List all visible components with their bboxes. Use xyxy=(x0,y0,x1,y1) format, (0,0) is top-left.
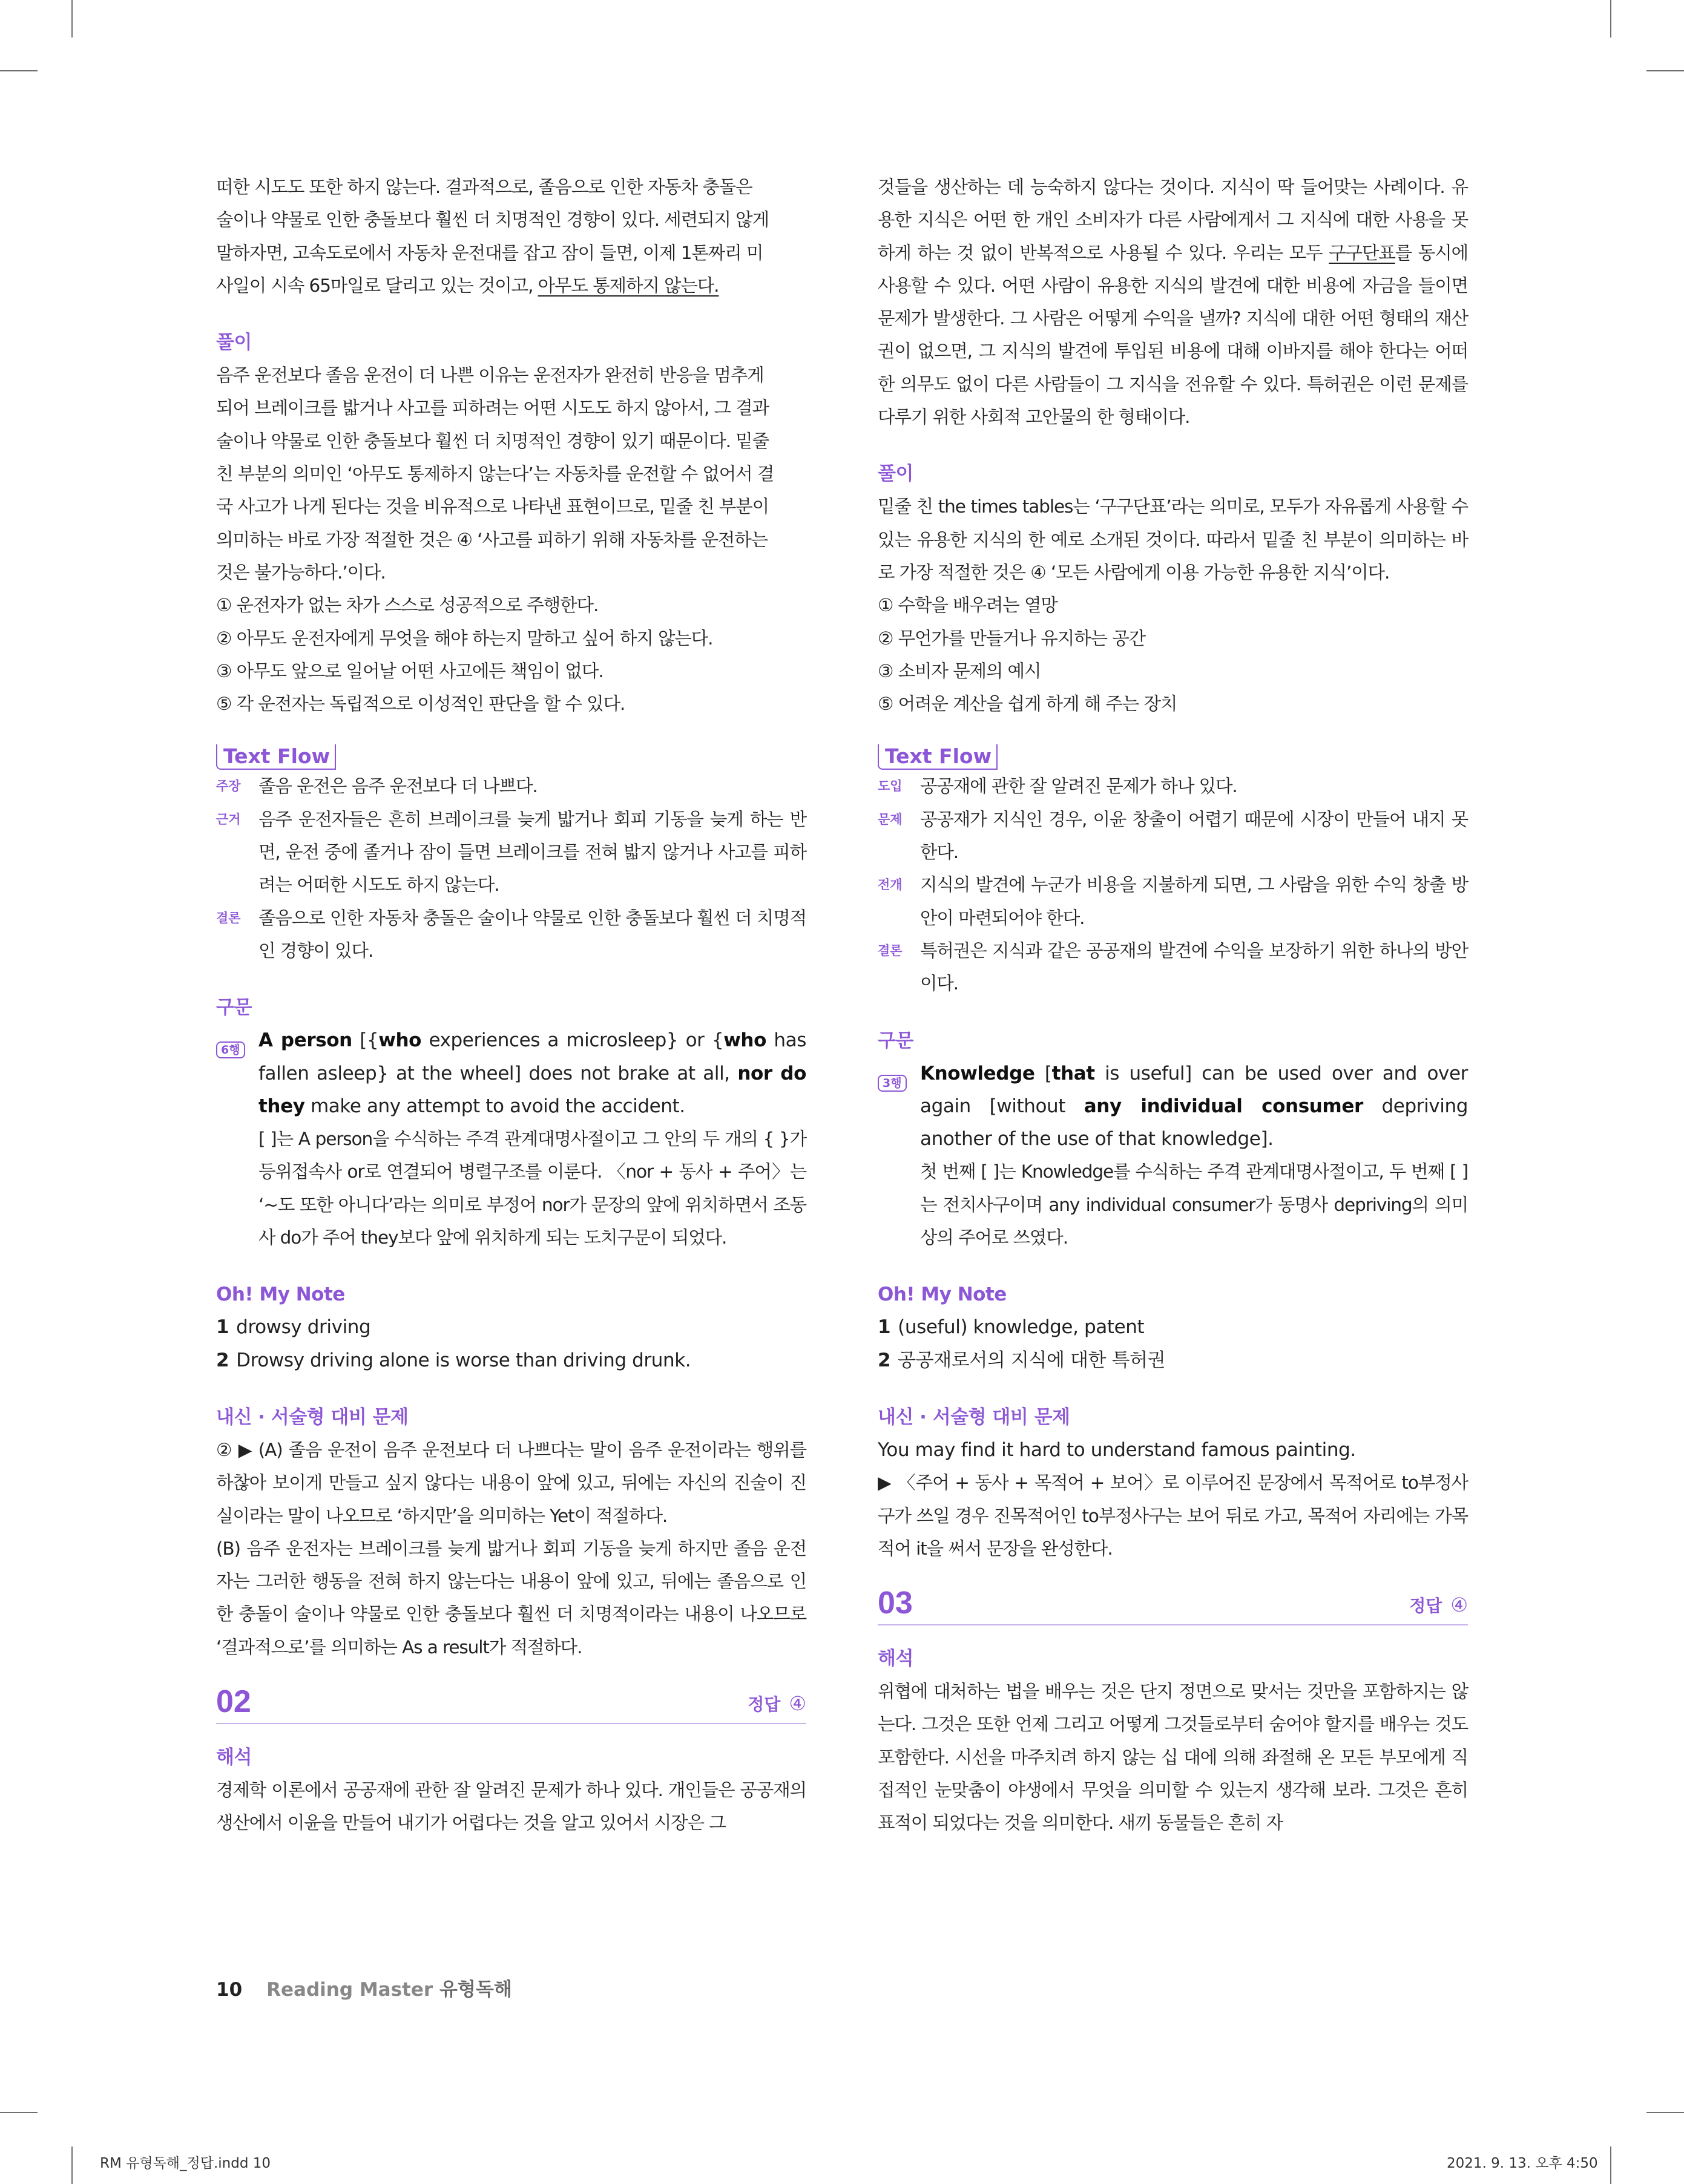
grammar-heading: 구문 xyxy=(878,1029,913,1052)
text-flow-badge: Text Flow xyxy=(878,744,998,770)
text-flow-tag: 결론 xyxy=(216,910,241,925)
question-number: 03 xyxy=(878,1586,913,1621)
note-number: 2 xyxy=(878,1349,891,1371)
note-heading: Oh! My Note xyxy=(878,1284,1007,1306)
text-segment: make any attempt to avoid the accident. xyxy=(304,1095,685,1117)
explanation-heading: 풀이 xyxy=(216,332,252,354)
option-line: ② 아무도 운전자에게 무엇을 해야 하는지 말하고 싶어 하지 않는다. xyxy=(216,628,713,649)
bold-phrase: who xyxy=(378,1029,422,1052)
line-ref-badge: 3행 xyxy=(878,1075,907,1092)
text-line: 술이나 약물로 인한 충돌보다 훨씬 더 치명적인 경향이 있기 때문이다. 밑줄 xyxy=(216,430,769,451)
bold-phrase: who xyxy=(723,1029,766,1052)
text-flow-list xyxy=(878,770,1468,1000)
note-text: drowsy driving xyxy=(236,1316,371,1339)
text-flow-tag: 문제 xyxy=(878,812,903,827)
text-flow-item xyxy=(216,902,806,968)
text-flow-list xyxy=(216,770,806,967)
text-flow-text: 공공재가 지식인 경우, 이윤 창출이 어렵기 때문에 시장이 만들어 내지 못한다. xyxy=(920,808,1468,863)
option-line: ① 운전자가 없는 차가 스스로 성공적으로 주행한다. xyxy=(216,595,599,616)
text-line xyxy=(216,269,806,302)
exam-prep-heading: 내신 · 서술형 대비 문제 xyxy=(878,1406,1070,1428)
text-flow-tag: 근거 xyxy=(216,812,241,827)
text-flow-text: 음주 운전자들은 흔히 브레이크를 늦게 밟거나 회피 기동을 늦게 하는 반면, 운전 중에 졸거나 잠이 들면 브레이크를 전혀 밟지 않거나 사고를 피하려는 어떠한 시도도 하지 않는다. xyxy=(258,808,806,896)
text-line: 술이나 약물로 인한 충돌보다 훨씬 더 치명적인 경향이 있다. 세련되지 않게 xyxy=(216,209,769,231)
option-line: ① 수학을 배우려는 열망 xyxy=(878,595,1057,616)
text-line: 떠한 시도도 또한 하지 않는다. 결과적으로, 졸음으로 인한 자동차 충돌은 xyxy=(216,177,752,197)
exam-prep-text: ▶ 〈주어 + 동사 + 목적어 + 보어〉로 이루어진 문장에서 목적어로 to부정사구가 쓰일 경우 진목적어인 to부정사구는 보어 뒤로 가고, 목적어 자리에는 가목적어 it을 써서 문장을 완성한다. xyxy=(878,1472,1468,1559)
grammar-item xyxy=(878,1057,1468,1254)
text-flow-text: 공공재에 관한 잘 알려진 문제가 하나 있다. xyxy=(920,776,1237,797)
answer-label-text: 정답 xyxy=(1409,1596,1442,1616)
crop-mark xyxy=(0,70,38,71)
print-slug-file: RM 유형독해_정답.indd 10 xyxy=(100,2156,271,2171)
text-segment: 사일이 시속 65마일로 달리고 있는 것이고, xyxy=(216,275,538,296)
book-subtitle: 유형독해 xyxy=(439,1979,512,2001)
book-title xyxy=(266,1979,512,2001)
text-segment: [{ xyxy=(352,1029,379,1052)
text-flow-text: 지식의 발견에 누군가 비용을 지불하게 되면, 그 사람을 위한 수익 창출 방안이 마련되어야 한다. xyxy=(920,874,1468,928)
text-flow-tag: 전개 xyxy=(878,877,903,893)
left-column xyxy=(216,171,806,1840)
crop-mark xyxy=(1646,2112,1684,2113)
text-segment: has fallen asleep} at the wheel] does not brake at all, xyxy=(258,1029,806,1084)
text-flow-text: 특허권은 지식과 같은 공공재의 발견에 수익을 보장하기 위한 하나의 방안이다. xyxy=(920,940,1468,994)
text-line: 국 사고가 나게 된다는 것을 비유적으로 나타낸 표현이므로, 밑줄 친 부분이 xyxy=(216,496,769,517)
option-line: ② 무언가를 만들거나 유지하는 공간 xyxy=(878,628,1146,649)
grammar-explanation: 첫 번째 [ ]는 Knowledge를 수식하는 주격 관계대명사절이고, 두 번째 [ ]는 전치사구이며 any individual consumer가 동명사 depriving의 의미상의 주어로 쓰였다. xyxy=(920,1161,1468,1248)
text-segment: depriving another of the use of that knowledge]. xyxy=(920,1095,1468,1150)
note-text: (useful) knowledge, patent xyxy=(898,1316,1145,1339)
crop-mark xyxy=(1610,0,1611,38)
grammar-explanation: [ ]는 A person을 수식하는 주격 관계대명사절이고 그 안의 두 개의 { }가 등위접속사 or로 연결되어 병렬구조를 이룬다. 〈nor + 동사 + 주어〉는 ‘~도 또한 아니다’라는 의미로 부정어 nor가 문장의 앞에 위치하면서 조동사 do가 주어 they보다 앞에 위치하게 되는 도치구문이 되었다. xyxy=(258,1129,806,1248)
grammar-sentence xyxy=(258,1024,806,1123)
text-line: 되어 브레이크를 밟거나 사고를 피하려는 어떤 시도도 하지 않아서, 그 결과 xyxy=(216,398,769,419)
explanation-heading: 풀이 xyxy=(878,463,913,485)
note-number: 1 xyxy=(216,1316,229,1339)
print-slug-date: 2021. 9. 13. 오후 4:50 xyxy=(1447,2156,1598,2171)
question-number: 02 xyxy=(216,1684,251,1719)
answer-value: ④ xyxy=(1450,1593,1468,1617)
text-line: 친 부분의 의미인 ‘아무도 통제하지 않는다’는 자동차를 운전할 수 없어서 결 xyxy=(216,464,774,485)
right-column xyxy=(878,171,1468,1840)
answer-value: ④ xyxy=(789,1691,806,1715)
exam-prep-sentence: You may find it hard to understand famous painting. xyxy=(878,1438,1356,1461)
text-flow-tag: 도입 xyxy=(878,779,903,794)
text-flow-badge: Text Flow xyxy=(216,744,336,770)
note-item xyxy=(216,1344,806,1377)
question-header xyxy=(216,1676,806,1724)
text-flow-item xyxy=(878,868,1468,934)
text-line: 의미하는 바로 가장 적절한 것은 ④ ‘사고를 피하기 위해 자동차를 운전하는 xyxy=(216,529,768,550)
note-text: 공공재로서의 지식에 대한 특허권 xyxy=(898,1349,1166,1371)
text-flow-text: 졸음 운전은 음주 운전보다 더 나쁘다. xyxy=(258,776,538,797)
answer-label xyxy=(1409,1587,1468,1624)
book-title-text: Reading Master xyxy=(266,1979,433,2001)
bold-phrase: that xyxy=(1051,1062,1095,1084)
crop-mark xyxy=(1646,70,1684,71)
bold-phrase: Knowledge xyxy=(920,1062,1035,1084)
option-line: ⑤ 각 운전자는 독립적으로 이성적인 판단을 할 수 있다. xyxy=(216,694,625,715)
crop-mark xyxy=(71,0,73,38)
bold-phrase: A person xyxy=(258,1029,352,1052)
text-line: 말하자면, 고속도로에서 자동차 운전대를 잡고 잠이 들면, 이제 1톤짜리 미 xyxy=(216,242,763,263)
note-heading: Oh! My Note xyxy=(216,1284,345,1306)
text-segment: [ xyxy=(1034,1062,1052,1084)
translation-heading: 해석 xyxy=(216,1746,252,1768)
translation-heading: 해석 xyxy=(878,1648,913,1670)
option-line: ⑤ 어려운 계산을 쉽게 하게 해 주는 장치 xyxy=(878,694,1177,715)
translation-continued xyxy=(216,171,806,302)
grammar-sentence xyxy=(920,1057,1468,1156)
text-flow-item xyxy=(878,803,1468,869)
text-flow-item xyxy=(216,770,806,802)
page-number: 10 xyxy=(216,1979,243,2001)
text-line: 음주 운전보다 졸음 운전이 더 나쁜 이유는 운전자가 완전히 반응을 멈추게 xyxy=(216,365,764,386)
note-text: Drowsy driving alone is worse than driving drunk. xyxy=(236,1349,691,1371)
underlined-phrase: 아무도 통제하지 않는다. xyxy=(538,275,719,296)
underlined-phrase: 구구단표 xyxy=(1329,242,1395,263)
note-number: 2 xyxy=(216,1349,229,1371)
exam-prep-text: ② ▶ (A) 졸음 운전이 음주 운전보다 더 나쁘다는 말이 음주 운전이라는 행위를 하찮아 보이게 만들고 싶지 않다는 내용이 앞에 있고, 뒤에는 자신의 진술이 진실이라는 말이 나오므로 ‘하지만’을 의미하는 Yet이 적절하다. xyxy=(216,1439,806,1526)
text-flow-item xyxy=(878,934,1468,1000)
explanation-body xyxy=(216,359,806,720)
text-segment: is useful] can be used over and over again [without xyxy=(920,1062,1468,1117)
note-item xyxy=(216,1311,806,1343)
option-line: ③ 소비자 문제의 예시 xyxy=(878,660,1041,681)
crop-mark xyxy=(71,2146,73,2184)
translation-continued xyxy=(878,171,1468,433)
text-segment: 를 동시에 사용할 수 있다. 어떤 사람이 유용한 지식의 발견에 대한 비용에 자금을 들이면 문제가 발생한다. 그 사람은 어떻게 수익을 낼까? 지식에 대한 어떤 형태의 재산권이 없으면, 그 지식의 발견에 투입된 비용에 대해 이바지를 해야 한다는 어떠한 의무도 없이 다른 사람들이 그 지식을 전유할 수 있다. 특허권은 이런 문제를 다루기 위한 사회적 고안물의 한 형태이다. xyxy=(878,242,1468,428)
note-number: 1 xyxy=(878,1316,891,1339)
grammar-heading: 구문 xyxy=(216,997,252,1019)
text-line: 것은 불가능하다.’이다. xyxy=(216,562,386,583)
option-line: ③ 아무도 앞으로 일어날 어떤 사고에든 책임이 없다. xyxy=(216,660,604,681)
text-flow-item xyxy=(216,803,806,902)
bold-phrase: any individual consumer xyxy=(1084,1095,1363,1117)
exam-prep-text: (B) 음주 운전자는 브레이크를 늦게 밟거나 회피 기동을 늦게 하지만 졸음 운전자는 그러한 행동을 전혀 하지 않는다는 내용이 앞에 있고, 뒤에는 졸음으로 인한 충돌이 술이나 약물로 인한 충돌보다 훨씬 더 치명적이라는 내용이 나오므로 ‘결과적으로’를 의미하는 As a result가 적절하다. xyxy=(216,1538,806,1658)
translation-text: 경제학 이론에서 공공재에 관한 잘 알려진 문제가 하나 있다. 개인들은 공공재의 생산에서 이윤을 만들어 내기가 어렵다는 것을 알고 있어서 시장은 그 xyxy=(216,1779,806,1834)
translation-text: 위협에 대처하는 법을 배우는 것은 단지 정면으로 맞서는 것만을 포함하지는 않는다. 그것은 또한 언제 그리고 어떻게 그것들로부터 숨어야 할지를 배우는 것도 포함한다. 시선을 마주치려 하지 않는 십 대에 의해 좌절해 온 모든 부모에게 직접적인 눈맞춤이 야생에서 무엇을 의미할 수 있는지 생각해 보라. 그것은 흔히 표적이 되었다는 것을 의미한다. 새끼 동물들은 흔히 자 xyxy=(878,1681,1468,1834)
question-header xyxy=(878,1577,1468,1625)
explanation-body: 밑줄 친 the times tables는 ‘구구단표’라는 의미로, 모두가 자유롭게 사용할 수 있는 유용한 지식의 한 예로 소개된 것이다. 따라서 밑줄 친 부분이 의미하는 바로 가장 적절한 것은 ④ ‘모든 사람에게 이용 가능한 유용한 지식’이다. xyxy=(878,496,1468,583)
crop-mark xyxy=(1610,2146,1611,2184)
text-segment: 것들을 생산하는 데 능숙하지 않다는 것이다. 지식이 딱 들어맞는 사례이다. 유용한 지식은 어떤 한 개인 소비자가 다른 사람에게서 그 지식에 대한 사용을 못하게 하는 것 없이 반복적으로 사용될 수 있다. 우리는 모두 xyxy=(878,177,1468,263)
crop-mark xyxy=(0,2112,38,2113)
page-footer xyxy=(216,1974,512,2001)
answer-label xyxy=(748,1685,806,1723)
line-ref-badge: 6행 xyxy=(216,1041,245,1058)
answer-label-text: 정답 xyxy=(748,1694,781,1714)
text-flow-text: 졸음으로 인한 자동차 충돌은 술이나 약물로 인한 충돌보다 훨씬 더 치명적인 경향이 있다. xyxy=(258,907,806,961)
text-flow-item xyxy=(878,770,1468,802)
bold-phrase: nor do they xyxy=(258,1062,806,1117)
text-flow-tag: 주장 xyxy=(216,779,241,794)
note-item xyxy=(878,1344,1468,1377)
exam-prep-heading: 내신 · 서술형 대비 문제 xyxy=(216,1406,409,1428)
grammar-item xyxy=(216,1024,806,1254)
text-flow-tag: 결론 xyxy=(878,943,903,958)
text-segment: experiences a microsleep} or { xyxy=(421,1029,724,1052)
note-item xyxy=(878,1311,1468,1343)
